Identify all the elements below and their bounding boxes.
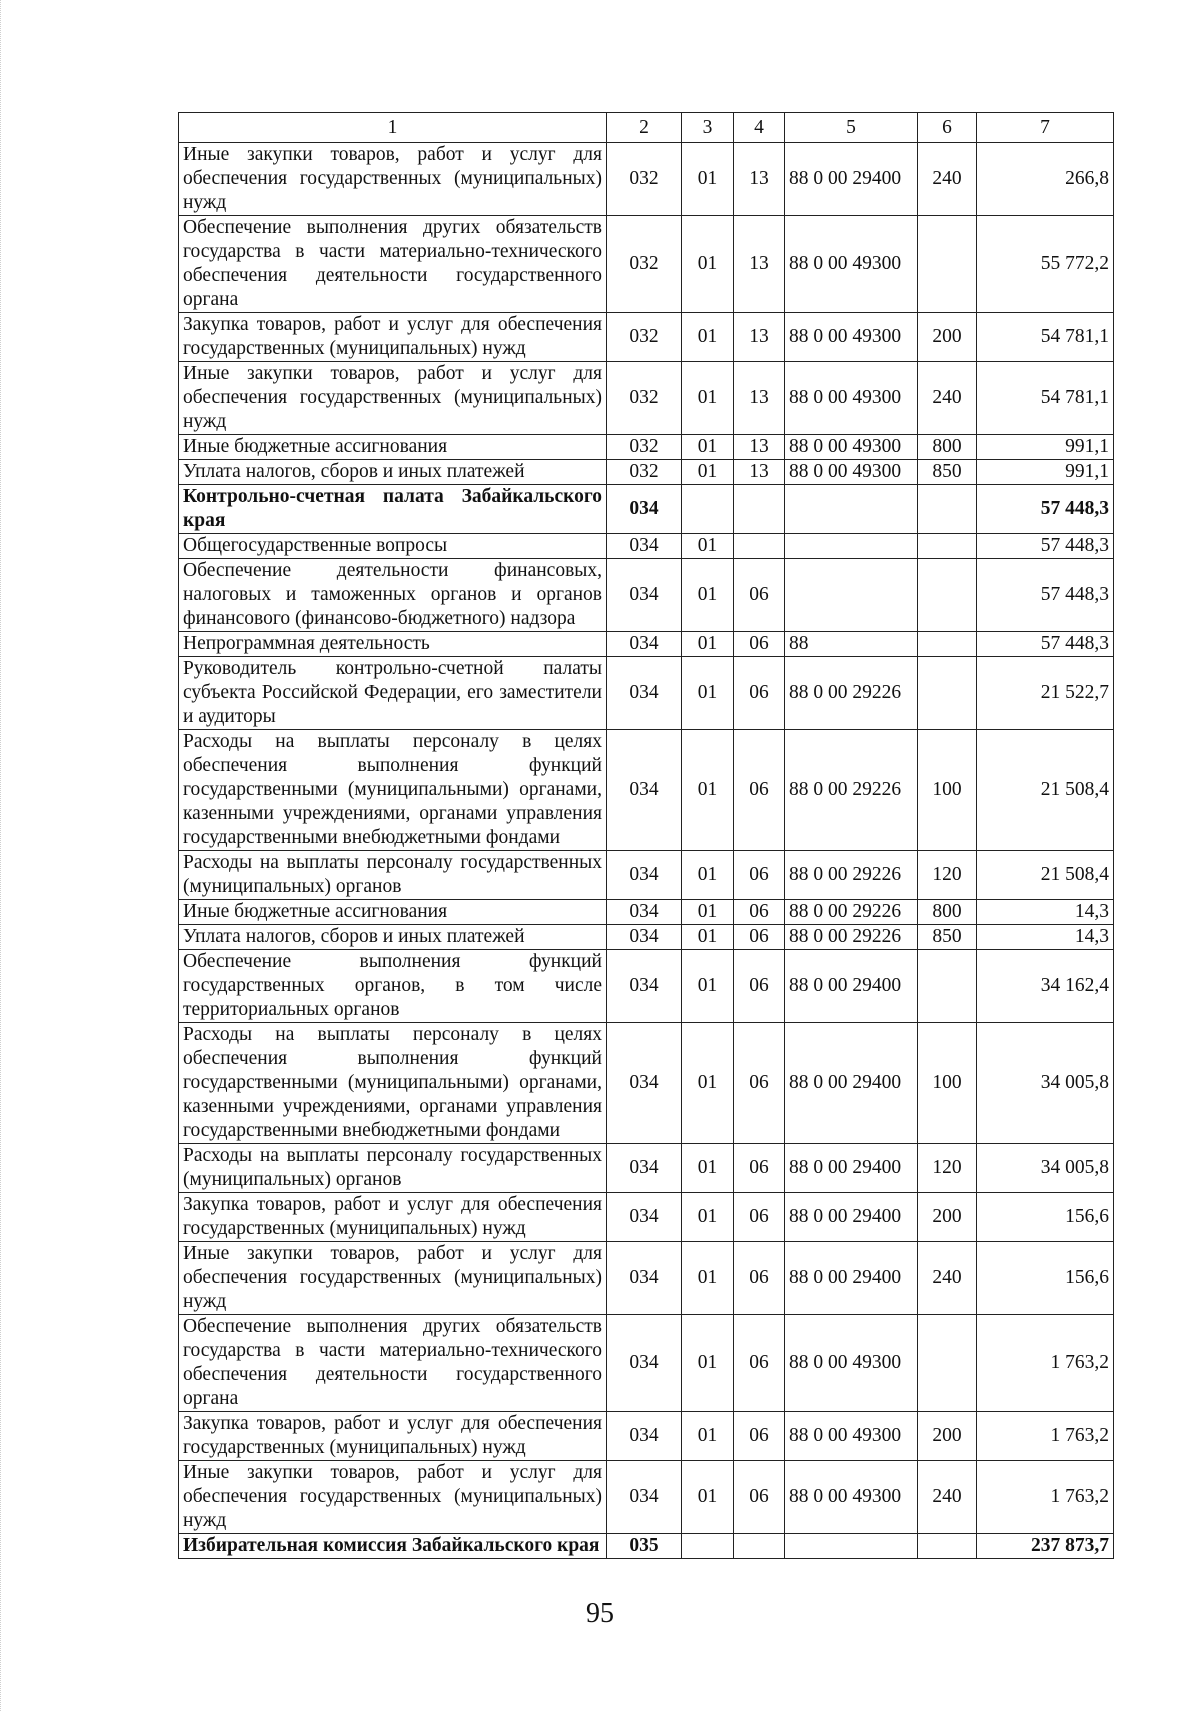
row-subsection-cell: 06: [734, 559, 785, 632]
row-code-cell: 034: [607, 950, 682, 1023]
row-amount-cell: 156,6: [977, 1242, 1114, 1315]
row-subsection-cell: 13: [734, 216, 785, 313]
table-row: [179, 559, 1114, 632]
row-code-cell: 032: [607, 460, 682, 485]
table-row: [179, 534, 1114, 559]
row-subsection-cell: 06: [734, 632, 785, 657]
row-expense-type-cell: [918, 657, 977, 730]
row-subsection-cell: 06: [734, 950, 785, 1023]
row-amount-cell: 21 508,4: [977, 851, 1114, 900]
row-name-cell: Уплата налогов, сборов и иных платежей: [179, 460, 607, 485]
row-amount-cell: 991,1: [977, 435, 1114, 460]
row-expense-type-cell: 850: [918, 460, 977, 485]
row-expense-type-cell: [918, 1534, 977, 1559]
row-code-cell: 034: [607, 1023, 682, 1144]
table-row: [179, 1242, 1114, 1315]
header-cell-6: 6: [918, 113, 977, 143]
row-code-cell: 034: [607, 1461, 682, 1534]
row-name-cell: Закупка товаров, работ и услуг для обеспечения государственных (муниципальных) нужд: [179, 1412, 607, 1461]
row-name-cell: Обеспечение выполнения других обязательств государства в части материально-технического обеспечения деятельности государственного органа: [179, 1315, 607, 1412]
budget-table: [178, 112, 1114, 1559]
row-section-cell: 01: [682, 216, 734, 313]
row-amount-cell: 14,3: [977, 900, 1114, 925]
table-row: [179, 1534, 1114, 1559]
header-cell-7: 7: [977, 113, 1114, 143]
table-row: [179, 485, 1114, 534]
row-amount-cell: 237 873,7: [977, 1534, 1114, 1559]
row-code-cell: 034: [607, 1242, 682, 1315]
row-name-cell: Обеспечение выполнения функций государственных органов, в том числе территориальных органов: [179, 950, 607, 1023]
row-name-cell: Иные закупки товаров, работ и услуг для обеспечения государственных (муниципальных) нужд: [179, 1461, 607, 1534]
table-row: [179, 1023, 1114, 1144]
row-target-cell: [785, 485, 918, 534]
row-section-cell: 01: [682, 900, 734, 925]
row-subsection-cell: 13: [734, 313, 785, 362]
header-cell-3: 3: [682, 113, 734, 143]
row-section-cell: [682, 485, 734, 534]
row-expense-type-cell: 100: [918, 1023, 977, 1144]
row-section-cell: 01: [682, 1144, 734, 1193]
row-section-cell: 01: [682, 1461, 734, 1534]
row-section-cell: 01: [682, 950, 734, 1023]
row-target-cell: 88 0 00 49300: [785, 1315, 918, 1412]
row-expense-type-cell: 120: [918, 1144, 977, 1193]
row-amount-cell: 21 522,7: [977, 657, 1114, 730]
row-name-cell: Уплата налогов, сборов и иных платежей: [179, 925, 607, 950]
row-subsection-cell: 06: [734, 1242, 785, 1315]
row-name-cell: Расходы на выплаты персоналу в целях обеспечения выполнения функций государственными (муниципальными) органами, казенными учреждениями, органами управления государственными внебюджетными фондами: [179, 1023, 607, 1144]
row-subsection-cell: 06: [734, 1461, 785, 1534]
row-name-cell: Закупка товаров, работ и услуг для обеспечения государственных (муниципальных) нужд: [179, 1193, 607, 1242]
row-target-cell: 88 0 00 49300: [785, 435, 918, 460]
row-expense-type-cell: 120: [918, 851, 977, 900]
row-section-cell: 01: [682, 313, 734, 362]
row-target-cell: 88 0 00 29400: [785, 1023, 918, 1144]
table-row: [179, 143, 1114, 216]
row-name-cell: Контрольно-счетная палата Забайкальского края: [179, 485, 607, 534]
row-amount-cell: 57 448,3: [977, 632, 1114, 657]
row-section-cell: 01: [682, 1412, 734, 1461]
row-section-cell: 01: [682, 559, 734, 632]
row-expense-type-cell: 800: [918, 900, 977, 925]
table-row: [179, 730, 1114, 851]
row-section-cell: 01: [682, 1242, 734, 1315]
table-row: [179, 1461, 1114, 1534]
row-code-cell: 034: [607, 925, 682, 950]
row-section-cell: 01: [682, 925, 734, 950]
row-code-cell: 034: [607, 559, 682, 632]
header-cell-4: 4: [734, 113, 785, 143]
row-amount-cell: 1 763,2: [977, 1315, 1114, 1412]
row-expense-type-cell: 200: [918, 1412, 977, 1461]
row-amount-cell: 34 005,8: [977, 1023, 1114, 1144]
row-code-cell: 034: [607, 1144, 682, 1193]
row-subsection-cell: 06: [734, 1144, 785, 1193]
row-amount-cell: 55 772,2: [977, 216, 1114, 313]
row-target-cell: 88 0 00 29400: [785, 143, 918, 216]
row-name-cell: Иные закупки товаров, работ и услуг для обеспечения государственных (муниципальных) нужд: [179, 362, 607, 435]
row-name-cell: Непрограммная деятельность: [179, 632, 607, 657]
row-expense-type-cell: [918, 950, 977, 1023]
row-subsection-cell: 13: [734, 460, 785, 485]
row-target-cell: [785, 559, 918, 632]
row-amount-cell: 34 162,4: [977, 950, 1114, 1023]
row-code-cell: 032: [607, 313, 682, 362]
row-section-cell: [682, 1534, 734, 1559]
row-expense-type-cell: [918, 632, 977, 657]
row-amount-cell: 34 005,8: [977, 1144, 1114, 1193]
row-target-cell: 88 0 00 49300: [785, 1461, 918, 1534]
row-code-cell: 034: [607, 657, 682, 730]
row-name-cell: Обеспечение выполнения других обязательств государства в части материально-технического обеспечения деятельности государственного органа: [179, 216, 607, 313]
table-row: [179, 900, 1114, 925]
row-target-cell: 88 0 00 29226: [785, 730, 918, 851]
row-target-cell: 88 0 00 49300: [785, 362, 918, 435]
row-expense-type-cell: 240: [918, 362, 977, 435]
row-subsection-cell: 06: [734, 851, 785, 900]
row-name-cell: Иные закупки товаров, работ и услуг для обеспечения государственных (муниципальных) нужд: [179, 143, 607, 216]
table-row: [179, 362, 1114, 435]
row-section-cell: 01: [682, 730, 734, 851]
row-expense-type-cell: [918, 1315, 977, 1412]
row-expense-type-cell: 200: [918, 1193, 977, 1242]
table-row: [179, 216, 1114, 313]
row-subsection-cell: 06: [734, 900, 785, 925]
row-subsection-cell: 13: [734, 435, 785, 460]
row-amount-cell: 156,6: [977, 1193, 1114, 1242]
row-code-cell: 032: [607, 362, 682, 435]
row-name-cell: Расходы на выплаты персоналу государственных (муниципальных) органов: [179, 1144, 607, 1193]
table-row: [179, 632, 1114, 657]
row-target-cell: 88 0 00 49300: [785, 1412, 918, 1461]
row-target-cell: 88 0 00 29226: [785, 925, 918, 950]
row-subsection-cell: 13: [734, 362, 785, 435]
table-row: [179, 1315, 1114, 1412]
page-number: 95: [586, 1598, 614, 1629]
row-target-cell: 88 0 00 49300: [785, 216, 918, 313]
row-section-cell: 01: [682, 534, 734, 559]
row-code-cell: 034: [607, 632, 682, 657]
row-expense-type-cell: 100: [918, 730, 977, 851]
row-expense-type-cell: 800: [918, 435, 977, 460]
row-expense-type-cell: 240: [918, 1461, 977, 1534]
row-code-cell: 032: [607, 216, 682, 313]
row-subsection-cell: 13: [734, 143, 785, 216]
row-code-cell: 032: [607, 143, 682, 216]
row-section-cell: 01: [682, 1193, 734, 1242]
row-code-cell: 032: [607, 435, 682, 460]
row-amount-cell: 21 508,4: [977, 730, 1114, 851]
row-expense-type-cell: [918, 559, 977, 632]
row-target-cell: [785, 1534, 918, 1559]
row-target-cell: 88 0 00 29226: [785, 851, 918, 900]
header-cell-2: 2: [607, 113, 682, 143]
row-subsection-cell: 06: [734, 1412, 785, 1461]
row-target-cell: 88 0 00 29400: [785, 1144, 918, 1193]
row-amount-cell: 57 448,3: [977, 559, 1114, 632]
row-amount-cell: 1 763,2: [977, 1461, 1114, 1534]
table-row: [179, 1412, 1114, 1461]
row-target-cell: 88 0 00 49300: [785, 460, 918, 485]
row-name-cell: Закупка товаров, работ и услуг для обеспечения государственных (муниципальных) нужд: [179, 313, 607, 362]
row-subsection-cell: 06: [734, 1023, 785, 1144]
row-code-cell: 034: [607, 900, 682, 925]
row-section-cell: 01: [682, 851, 734, 900]
row-expense-type-cell: 850: [918, 925, 977, 950]
row-amount-cell: 14,3: [977, 925, 1114, 950]
row-amount-cell: 54 781,1: [977, 313, 1114, 362]
row-amount-cell: 57 448,3: [977, 534, 1114, 559]
row-target-cell: 88 0 00 29226: [785, 900, 918, 925]
row-name-cell: Избирательная комиссия Забайкальского края: [179, 1534, 607, 1559]
row-section-cell: 01: [682, 460, 734, 485]
row-expense-type-cell: 200: [918, 313, 977, 362]
row-target-cell: 88 0 00 49300: [785, 313, 918, 362]
row-subsection-cell: 06: [734, 730, 785, 851]
row-code-cell: 034: [607, 534, 682, 559]
row-section-cell: 01: [682, 632, 734, 657]
row-name-cell: Расходы на выплаты персоналу в целях обеспечения выполнения функций государственными (муниципальными) органами, казенными учреждениями, органами управления государственными внебюджетными фондами: [179, 730, 607, 851]
row-amount-cell: 1 763,2: [977, 1412, 1114, 1461]
row-name-cell: Иные бюджетные ассигнования: [179, 435, 607, 460]
row-section-cell: 01: [682, 143, 734, 216]
row-name-cell: Руководитель контрольно-счетной палаты субъекта Российской Федерации, его заместители и аудиторы: [179, 657, 607, 730]
row-name-cell: Иные закупки товаров, работ и услуг для обеспечения государственных (муниципальных) нужд: [179, 1242, 607, 1315]
row-name-cell: Расходы на выплаты персоналу государственных (муниципальных) органов: [179, 851, 607, 900]
table-row: [179, 657, 1114, 730]
row-amount-cell: 991,1: [977, 460, 1114, 485]
table-row: [179, 925, 1114, 950]
row-target-cell: 88 0 00 29226: [785, 657, 918, 730]
row-expense-type-cell: [918, 216, 977, 313]
row-subsection-cell: 06: [734, 1315, 785, 1412]
row-code-cell: 034: [607, 1193, 682, 1242]
row-target-cell: 88 0 00 29400: [785, 1193, 918, 1242]
table-row: [179, 435, 1114, 460]
table-row: [179, 1193, 1114, 1242]
row-expense-type-cell: 240: [918, 1242, 977, 1315]
row-subsection-cell: 06: [734, 657, 785, 730]
row-subsection-cell: 06: [734, 1193, 785, 1242]
row-code-cell: 035: [607, 1534, 682, 1559]
row-amount-cell: 54 781,1: [977, 362, 1114, 435]
table-row: [179, 1144, 1114, 1193]
row-code-cell: 034: [607, 851, 682, 900]
row-subsection-cell: [734, 485, 785, 534]
row-section-cell: 01: [682, 435, 734, 460]
row-code-cell: 034: [607, 730, 682, 851]
header-cell-5: 5: [785, 113, 918, 143]
row-name-cell: Обеспечение деятельности финансовых, налоговых и таможенных органов и органов финансового (финансово-бюджетного) надзора: [179, 559, 607, 632]
table-row: [179, 313, 1114, 362]
row-amount-cell: 266,8: [977, 143, 1114, 216]
table-body: [179, 143, 1114, 1559]
row-target-cell: [785, 534, 918, 559]
header-cell-1: 1: [179, 113, 607, 143]
row-target-cell: 88: [785, 632, 918, 657]
row-section-cell: 01: [682, 657, 734, 730]
row-target-cell: 88 0 00 29400: [785, 1242, 918, 1315]
row-expense-type-cell: [918, 485, 977, 534]
row-code-cell: 034: [607, 1315, 682, 1412]
row-target-cell: 88 0 00 29400: [785, 950, 918, 1023]
table-row: [179, 460, 1114, 485]
row-section-cell: 01: [682, 362, 734, 435]
row-expense-type-cell: [918, 534, 977, 559]
row-name-cell: Иные бюджетные ассигнования: [179, 900, 607, 925]
row-code-cell: 034: [607, 1412, 682, 1461]
row-code-cell: 034: [607, 485, 682, 534]
row-subsection-cell: [734, 1534, 785, 1559]
row-subsection-cell: 06: [734, 925, 785, 950]
row-section-cell: 01: [682, 1315, 734, 1412]
table-row: [179, 851, 1114, 900]
table-row: [179, 950, 1114, 1023]
row-name-cell: Общегосударственные вопросы: [179, 534, 607, 559]
row-subsection-cell: [734, 534, 785, 559]
header-row: [179, 113, 1114, 143]
row-amount-cell: 57 448,3: [977, 485, 1114, 534]
row-expense-type-cell: 240: [918, 143, 977, 216]
row-section-cell: 01: [682, 1023, 734, 1144]
